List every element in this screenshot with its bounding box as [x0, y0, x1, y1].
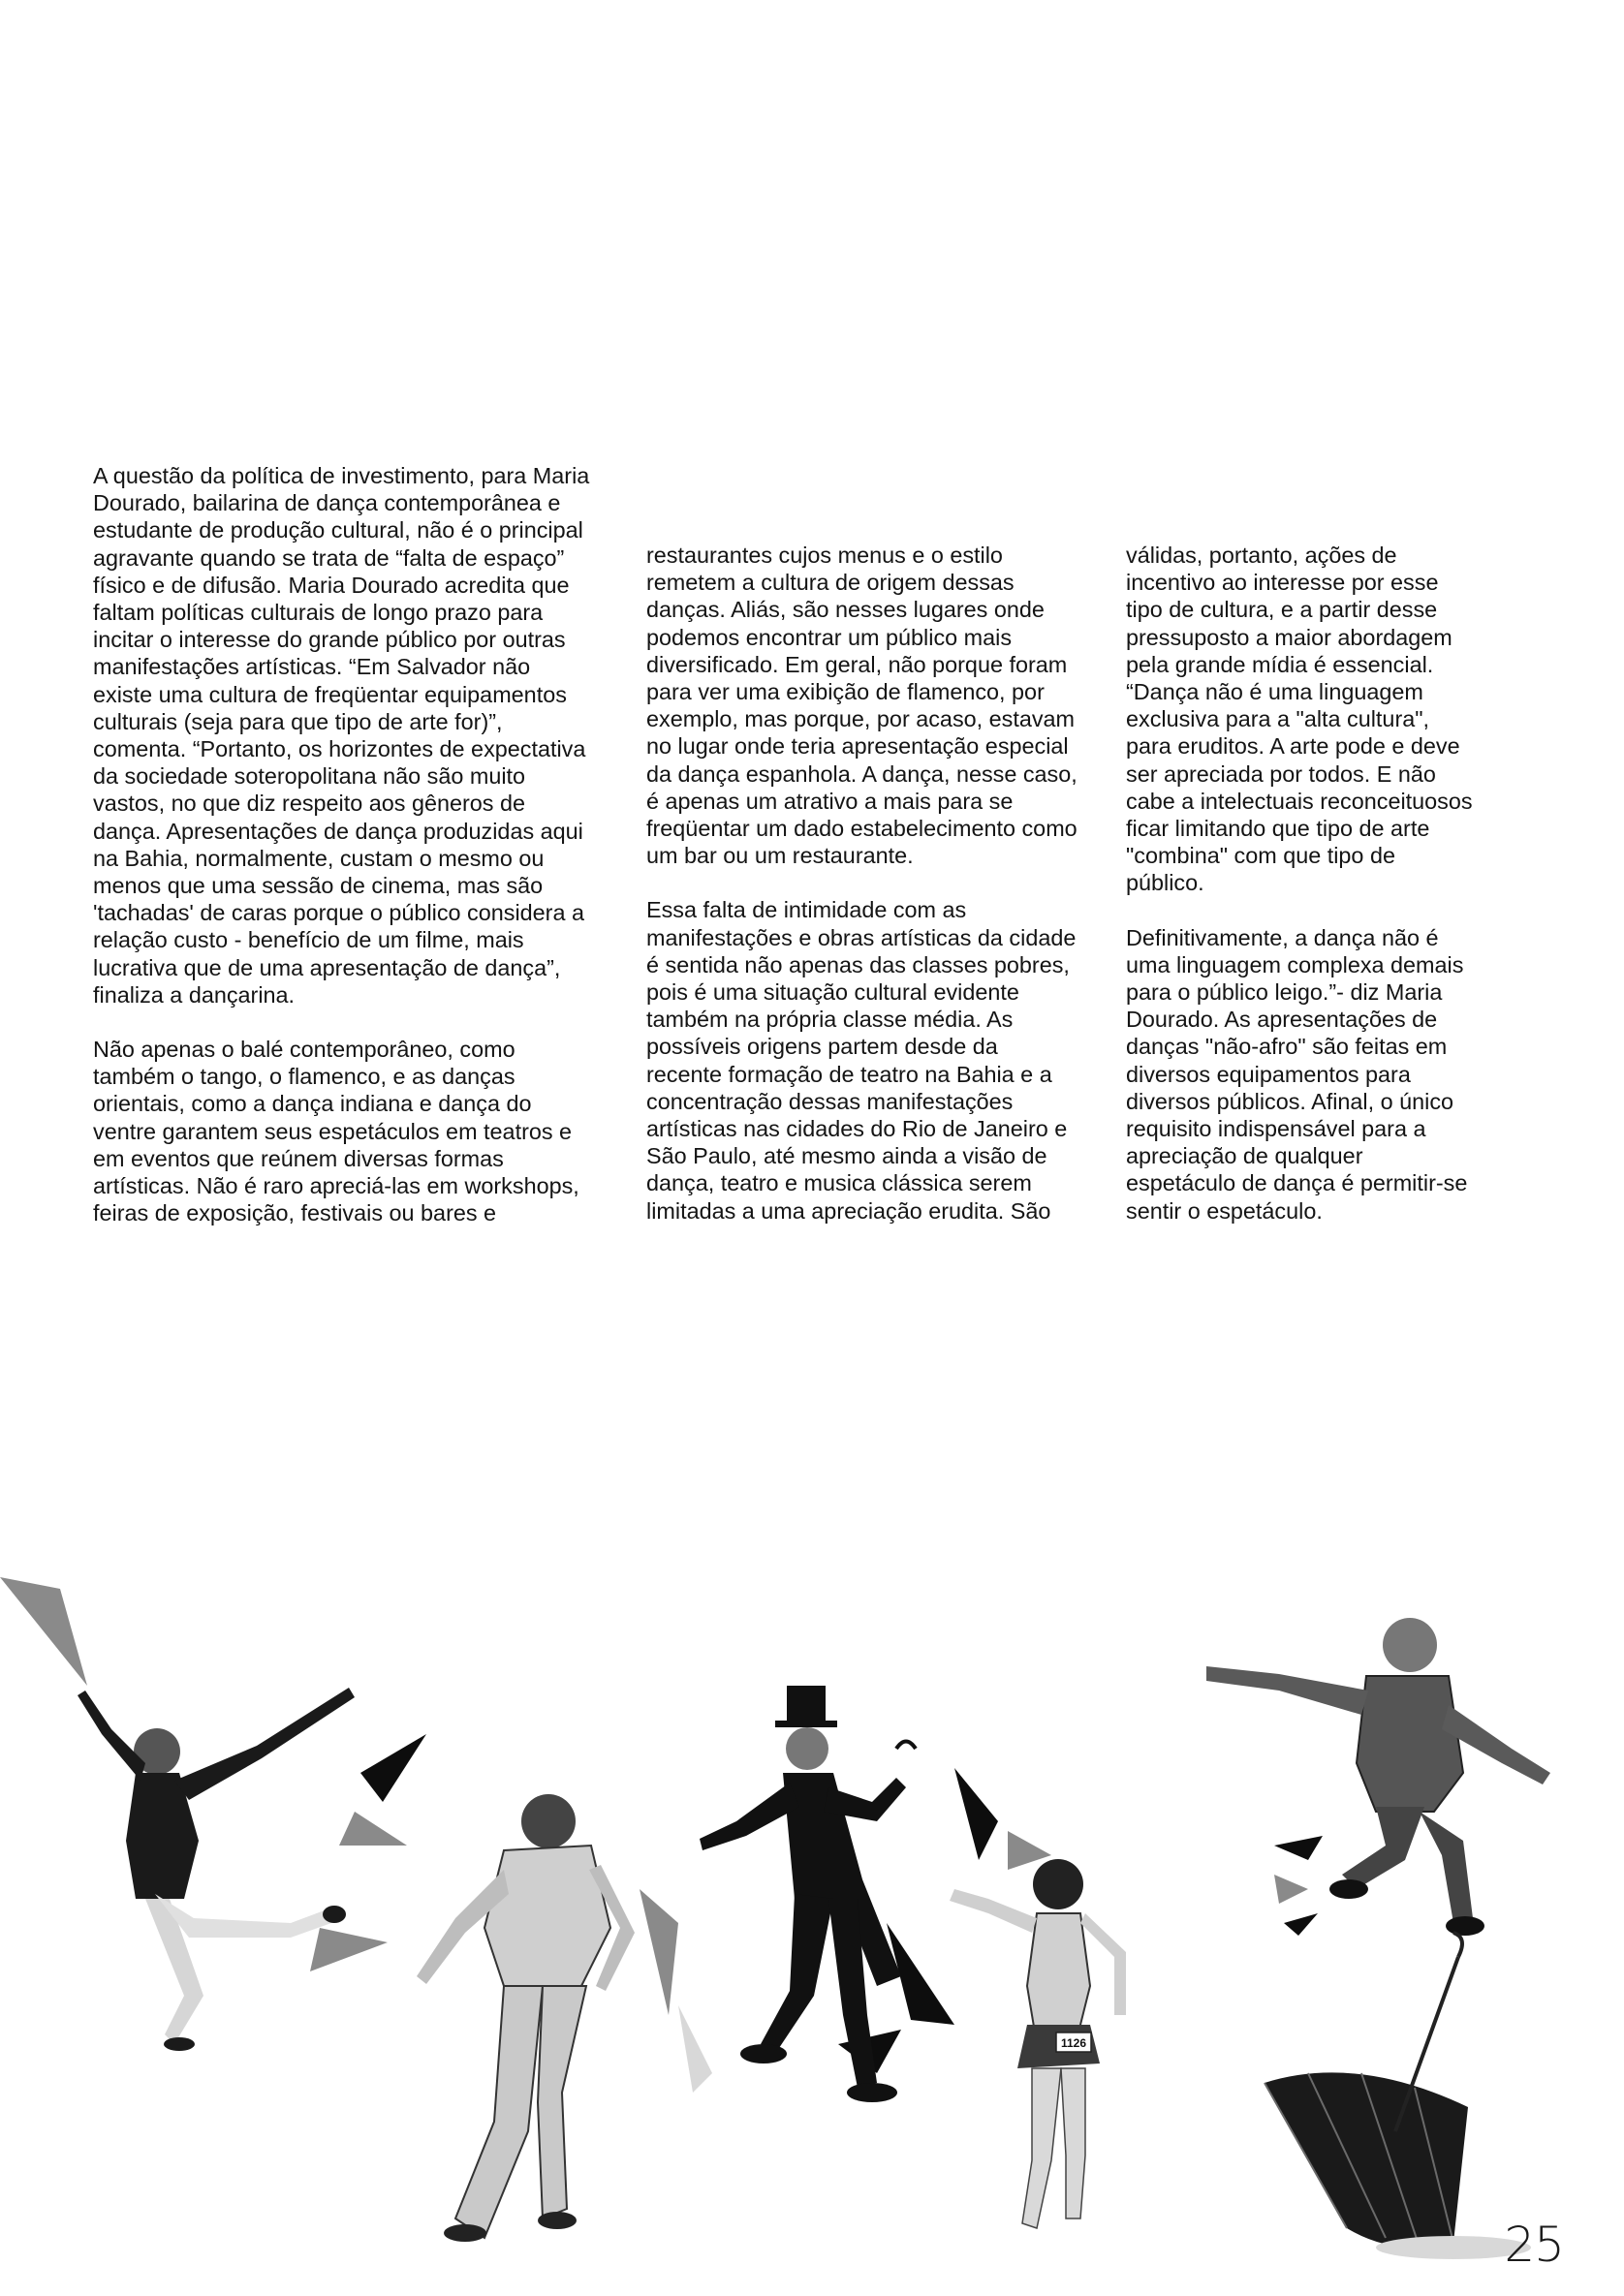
article-column-1 [93, 462, 636, 1226]
dancer-man-suit-silhouette [78, 1688, 355, 2051]
decorative-shards [0, 1577, 1323, 2093]
paragraph: Essa falta de intimidade com as manifestações e obras artísticas da cidade é sentida não apenas das classes pobres, pois é uma situação cultural evidente também na própria classe média. As possíveis origens partem desde da recente formação de teatro na Bahia e a concentração dessas manifestações artísticas nas cidades do Rio de Janeiro e São Paulo, até mesmo ainda a visão de dança, teatro e musica clássica serem limitadas a uma apreciação erudita. São [646, 897, 1077, 1224]
paragraph: A questão da política de investimento, para Maria Dourado, bailarina de dança contemporânea e estudante de produção cultural, não é o principal agravante quando se trata de “falta de espaço” físico e de difusão. Maria Dourado acredita que faltam políticas culturais de longo prazo para incitar o interesse do grande público por outras manifestações artísticas. “Em Salvador não existe uma cultura de freqüentar equipamentos culturais (seja para que tipo de arte for)”, comenta. “Portanto, os horizontes de expectativa da sociedade soteropolitana não são muito vastos, no que diz respeito aos gêneros de dança. Apresentações de dança produzidas aqui na Bahia, normalmente, custam o mesmo ou menos que uma sessão de cinema, mas são 'tachadas' de caras porque o público considera a relação custo - benefício de um filme, mais lucrativa que de uma apresentação de dança”, finaliza a dançarina. [93, 463, 590, 1008]
umbrella-illustration [1265, 1933, 1531, 2259]
paragraph: restaurantes cujos menus e o estilo remetem a cultura de origem dessas danças. Aliás, são nesses lugares onde podemos encontrar um público mais diversificado. Em geral, não porque foram para ver uma exibição de flamenco, por exemplo, mas porque, por acaso, estavam no lugar onde teria apresentação especial da dança espanhola. A dança, nesse caso, é apenas um atrativo a mais para se freqüentar um dado estabelecimento como um bar ou um restaurante. [646, 543, 1077, 869]
dancer-woman-silhouette [950, 1859, 1126, 2228]
article-column-3 [1126, 542, 1533, 1225]
dancer-man-jumping-silhouette [1206, 1618, 1550, 1936]
article-column-2 [646, 542, 1111, 1225]
bib-number: 1126 [1060, 2036, 1087, 2050]
paragraph: válidas, portanto, ações de incentivo ao interesse por esse tipo de cultura, e a partir desse pressuposto a maior abordagem pela grande mídia é essencial. “Dança não é uma linguagem exclusiva para a "alta cultura", para eruditos. A arte pode e deve ser apreciada por todos. E não cabe a intelectuais reconceituosos ficar limitando que tipo de arte "combina" com que tipo de público. [1126, 543, 1473, 896]
paragraph: Definitivamente, a dança não é uma linguagem complexa demais para o público leigo.”- diz Maria Dourado. As apresentações de danças "não-afro" são feitas em diversos equipamentos para diversos públicos. Afinal, o único requisito indispensável para a apreciação de qualquer espetáculo de dança é permitir-se sentir o espetáculo. [1126, 924, 1468, 1224]
dancer-man-sweater-silhouette [417, 1794, 635, 2242]
paragraph: Não apenas o balé contemporâneo, como também o tango, o flamenco, e as danças orientais, como a dança indiana e dança do ventre garantem seus espetáculos em teatros e em eventos que reúnem diversas formas artísticas. Não é raro apreciá-las em workshops, feiras de exposição, festivais ou bares e [93, 1037, 579, 1226]
dancers-illustration [0, 1531, 1624, 2296]
page-number: 25 [1504, 2217, 1564, 2273]
